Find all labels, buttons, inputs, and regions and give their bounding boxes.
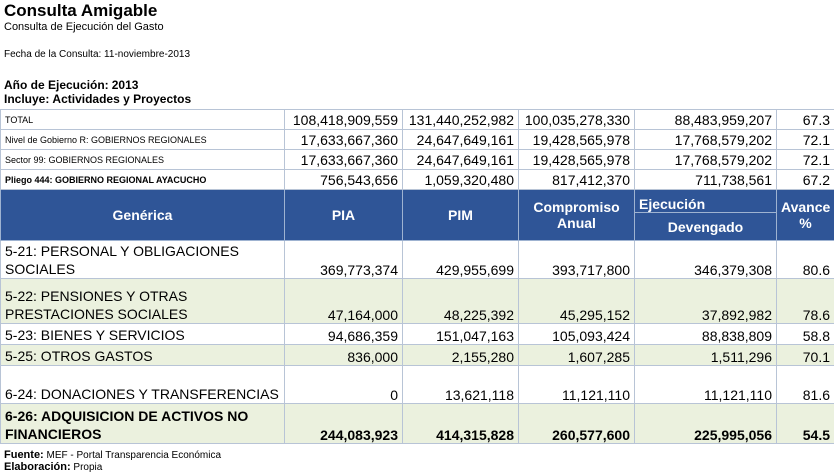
summary-row-pliego[interactable] (1, 170, 834, 190)
summary-label[interactable]: Pliego 444: GOBIERNO REGIONAL AYACUCHO (1, 170, 285, 190)
summary-label[interactable]: Sector 99: GOBIERNOS REGIONALES (1, 150, 285, 170)
avance-cell: 70.1 (777, 345, 834, 366)
summary-compromiso: 19,428,565,978 (519, 150, 635, 170)
summary-pia: 756,543,656 (285, 170, 403, 190)
avance-cell: 80.6 (777, 241, 834, 279)
execution-year-label: Año de Ejecución: (4, 78, 109, 92)
summary-label: TOTAL (1, 110, 285, 130)
summary-row-nivel[interactable] (1, 130, 834, 150)
compromiso-cell: 260,577,600 (519, 404, 635, 444)
generica-cell: 5-21: PERSONAL Y OBLIGACIONES SOCIALES (1, 241, 285, 279)
compromiso-cell: 11,121,110 (519, 366, 635, 404)
summary-devengado: 17,768,579,202 (635, 130, 777, 150)
summary-row-total (1, 110, 834, 130)
generica-cell: 5-23: BIENES Y SERVICIOS (1, 324, 285, 345)
avance-cell: 78.6 (777, 279, 834, 324)
avance-cell: 54.5 (777, 404, 834, 444)
pia-cell: 0 (285, 366, 403, 404)
execution-table (0, 109, 834, 444)
table-row (1, 279, 834, 324)
execution-year (4, 78, 138, 92)
pim-cell: 429,955,699 (403, 241, 519, 279)
pia-cell: 836,000 (285, 345, 403, 366)
table-row (1, 345, 834, 366)
elaboration-label: Elaboración: (4, 461, 71, 473)
pia-cell: 244,083,923 (285, 404, 403, 444)
pim-cell: 414,315,828 (403, 404, 519, 444)
table-header-row (1, 190, 834, 213)
summary-pim: 131,440,252,982 (403, 110, 519, 130)
table-row (1, 366, 834, 404)
summary-pia: 17,633,667,360 (285, 130, 403, 150)
table-row (1, 241, 834, 279)
summary-avance: 72.1 (777, 130, 834, 150)
summary-devengado: 88,483,959,207 (635, 110, 777, 130)
pim-cell: 2,155,280 (403, 345, 519, 366)
pia-cell: 94,686,359 (285, 324, 403, 345)
pia-cell: 47,164,000 (285, 279, 403, 324)
column-header-pia: PIA (285, 190, 403, 241)
summary-avance: 67.3 (777, 110, 834, 130)
summary-avance: 72.1 (777, 150, 834, 170)
column-header-pim: PIM (403, 190, 519, 241)
column-header-ejecucion: Ejecución (635, 190, 777, 213)
source-label: Fuente: (4, 449, 44, 461)
summary-pim: 24,647,649,161 (403, 130, 519, 150)
devengado-cell: 225,995,056 (635, 404, 777, 444)
pim-cell: 151,047,163 (403, 324, 519, 345)
pim-cell: 13,621,118 (403, 366, 519, 404)
summary-avance: 67.2 (777, 170, 834, 190)
avance-cell: 81.6 (777, 366, 834, 404)
summary-pim: 24,647,649,161 (403, 150, 519, 170)
elaboration-note (4, 461, 102, 473)
generica-cell: 6-24: DONACIONES Y TRANSFERENCIAS (1, 366, 285, 404)
summary-pim: 1,059,320,480 (403, 170, 519, 190)
compromiso-cell: 1,607,285 (519, 345, 635, 366)
avance-cell: 58.8 (777, 324, 834, 345)
compromiso-cell: 45,295,152 (519, 279, 635, 324)
column-header-compromiso: Compromiso Anual (519, 190, 635, 241)
summary-compromiso: 100,035,278,330 (519, 110, 635, 130)
summary-pia: 108,418,909,559 (285, 110, 403, 130)
includes-label: Incluye: (4, 92, 50, 106)
pim-cell: 48,225,392 (403, 279, 519, 324)
page-title: Consulta Amigable (4, 1, 158, 20)
compromiso-cell: 105,093,424 (519, 324, 635, 345)
summary-compromiso: 19,428,565,978 (519, 130, 635, 150)
devengado-cell: 346,379,308 (635, 241, 777, 279)
column-header-devengado: Devengado (635, 213, 777, 241)
summary-devengado: 17,768,579,202 (635, 150, 777, 170)
includes-value: Actividades y Proyectos (52, 92, 192, 106)
summary-label[interactable]: Nivel de Gobierno R: GOBIERNOS REGIONALES (1, 130, 285, 150)
column-header-generica: Genérica (1, 190, 285, 241)
table-row (1, 324, 834, 345)
table-row-selected (1, 404, 834, 444)
page-subtitle: Consulta de Ejecución del Gasto (4, 21, 164, 33)
summary-row-sector[interactable] (1, 150, 834, 170)
summary-compromiso: 817,412,370 (519, 170, 635, 190)
generica-cell: 6-26: ADQUISICION DE ACTIVOS NO FINANCIEROS (1, 404, 285, 444)
source-value: MEF - Portal Transparencia Económica (46, 450, 222, 461)
devengado-cell: 37,892,982 (635, 279, 777, 324)
devengado-cell: 88,838,809 (635, 324, 777, 345)
generica-cell: 5-25: OTROS GASTOS (1, 345, 285, 366)
devengado-cell: 11,121,110 (635, 366, 777, 404)
devengado-cell: 1,511,296 (635, 345, 777, 366)
summary-devengado: 711,738,561 (635, 170, 777, 190)
compromiso-cell: 393,717,800 (519, 241, 635, 279)
generica-cell: 5-22: PENSIONES Y OTRAS PRESTACIONES SOCIALES (1, 279, 285, 324)
execution-year-value: 2013 (111, 78, 139, 92)
source-note (4, 449, 221, 461)
summary-pia: 17,633,667,360 (285, 150, 403, 170)
column-header-avance: Avance % (777, 190, 834, 241)
query-date: Fecha de la Consulta: 11-noviembre-2013 (4, 49, 191, 60)
pia-cell: 369,773,374 (285, 241, 403, 279)
elaboration-value: Propia (73, 462, 103, 473)
includes (4, 92, 191, 106)
